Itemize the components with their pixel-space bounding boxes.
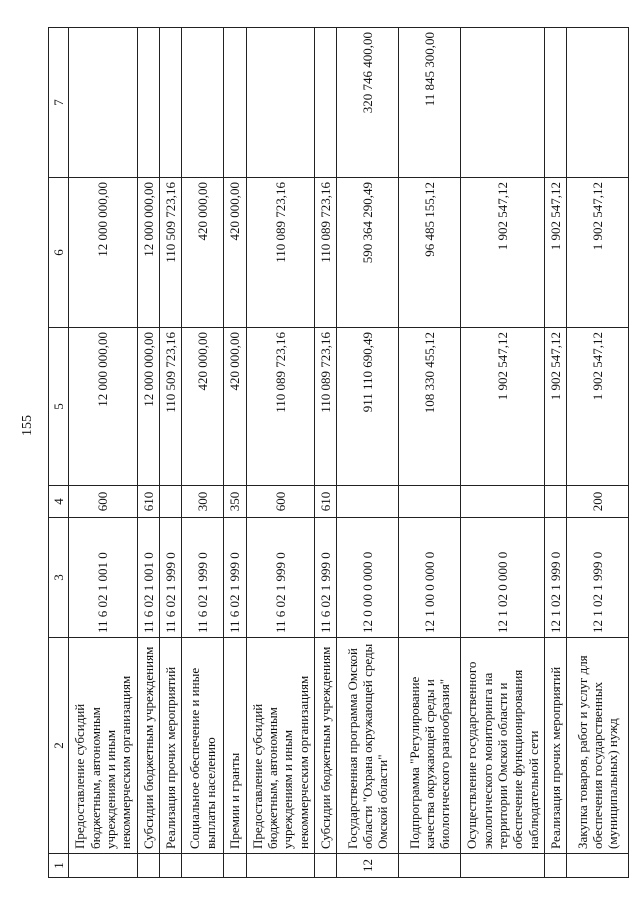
expense-type-cell: 610 [314,486,336,518]
amount-cell: 110 089 723,16 [314,178,336,328]
description-cell: Премии и гранты [224,638,246,854]
amount-cell: 420 000,00 [182,328,224,486]
amount-cell: 12 000 000,00 [69,328,137,486]
description-cell: Социальное обеспечение и иные выплаты населению [182,638,224,854]
code-cell: 12 1 02 1 999 0 [544,518,566,638]
budget-table [48,27,629,878]
amount-cell: 420 000,00 [224,178,246,328]
code-cell: 11 6 02 1 999 0 [224,518,246,638]
table-row [159,28,181,878]
amount-cell: 110 089 723,16 [314,328,336,486]
amount-cell [567,28,629,178]
amount-cell: 590 364 290,49 [337,178,399,328]
amount-cell: 1 902 547,12 [461,178,545,328]
expense-type-cell: 600 [69,486,137,518]
table-row [314,28,336,878]
code-cell: 12 1 02 1 999 0 [567,518,629,638]
table-body [69,28,629,878]
amount-cell [461,28,545,178]
amount-cell: 110 089 723,16 [246,178,314,328]
amount-cell [224,28,246,178]
amount-cell: 110 509 723,16 [159,328,181,486]
code-cell: 11 6 02 1 999 0 [314,518,336,638]
description-cell: Подпрограмма "Регулирование качества окружающей среды и биологического разнообразия" [399,638,461,854]
amount-cell: 1 902 547,12 [544,178,566,328]
budget-table-container [48,28,631,878]
description-cell: Предоставление субсидий бюджетным, автономным учреждениям и иным некоммерческим организациям [69,638,137,854]
amount-cell: 911 110 690,49 [337,328,399,486]
amount-cell [137,28,159,178]
table-row [544,28,566,878]
amount-cell: 1 902 547,12 [461,328,545,486]
row-number-cell [246,854,314,878]
table-row [137,28,159,878]
column-header: 7 [49,28,69,178]
row-number-cell [224,854,246,878]
row-number-cell [544,854,566,878]
row-number-cell [399,854,461,878]
row-number-cell [69,854,137,878]
table-row [182,28,224,878]
amount-cell [182,28,224,178]
description-cell: Закупка товаров, работ и услуг для обеспечения государственных (муниципальных) нужд [567,638,629,854]
row-number-cell [182,854,224,878]
code-cell: 11 6 02 1 999 0 [159,518,181,638]
description-cell: Субсидии бюджетным учреждениям [314,638,336,854]
amount-cell: 12 000 000,00 [137,328,159,486]
amount-cell [159,28,181,178]
column-header: 5 [49,328,69,486]
amount-cell: 11 845 300,00 [399,28,461,178]
table-row [567,28,629,878]
amount-cell: 1 902 547,12 [567,328,629,486]
amount-cell: 1 902 547,12 [567,178,629,328]
expense-type-cell: 200 [567,486,629,518]
description-cell: Осуществление государственного экологического мониторинга на территории Омской области и обеспечение функционирования наблюдательной сети [461,638,545,854]
column-header: 1 [49,854,69,878]
code-cell: 11 6 02 1 999 0 [246,518,314,638]
expense-type-cell [544,486,566,518]
code-cell: 11 6 02 1 999 0 [182,518,224,638]
amount-cell: 12 000 000,00 [69,178,137,328]
table-row [69,28,137,878]
row-number-cell [461,854,545,878]
amount-cell: 320 746 400,00 [337,28,399,178]
amount-cell: 420 000,00 [182,178,224,328]
amount-cell: 1 902 547,12 [544,328,566,486]
row-number-cell [567,854,629,878]
table-row [399,28,461,878]
amount-cell [544,28,566,178]
row-number-cell [159,854,181,878]
amount-cell [69,28,137,178]
amount-cell: 12 000 000,00 [137,178,159,328]
code-cell: 11 6 02 1 001 0 [137,518,159,638]
description-cell: Реализация прочих мероприятий [159,638,181,854]
amount-cell: 110 089 723,16 [246,328,314,486]
expense-type-cell: 350 [224,486,246,518]
header-row [49,28,69,878]
amount-cell: 96 485 155,12 [399,178,461,328]
description-cell: Субсидии бюджетным учреждениям [137,638,159,854]
page-number: 155 [20,415,35,436]
column-header: 2 [49,638,69,854]
expense-type-cell [337,486,399,518]
row-number-cell: 12 [337,854,399,878]
table-row [224,28,246,878]
expense-type-cell [399,486,461,518]
code-cell: 12 0 00 0 000 0 [337,518,399,638]
description-cell: Предоставление субсидий бюджетным, автономным учреждениям и иным некоммерческим организациям [246,638,314,854]
code-cell: 12 1 00 0 000 0 [399,518,461,638]
description-cell: Реализация прочих мероприятий [544,638,566,854]
amount-cell: 108 330 455,12 [399,328,461,486]
description-cell: Государственная программа Омской области "Охрана окружающей среды Омской области" [337,638,399,854]
code-cell: 12 1 02 0 000 0 [461,518,545,638]
amount-cell: 420 000,00 [224,328,246,486]
expense-type-cell [159,486,181,518]
amount-cell [314,28,336,178]
row-number-cell [137,854,159,878]
table-row [246,28,314,878]
amount-cell: 110 509 723,16 [159,178,181,328]
expense-type-cell: 300 [182,486,224,518]
table-row [461,28,545,878]
expense-type-cell [461,486,545,518]
row-number-cell [314,854,336,878]
column-header: 4 [49,486,69,518]
code-cell: 11 6 02 1 001 0 [69,518,137,638]
amount-cell [246,28,314,178]
expense-type-cell: 610 [137,486,159,518]
table-row [337,28,399,878]
column-header: 6 [49,178,69,328]
expense-type-cell: 600 [246,486,314,518]
column-header: 3 [49,518,69,638]
